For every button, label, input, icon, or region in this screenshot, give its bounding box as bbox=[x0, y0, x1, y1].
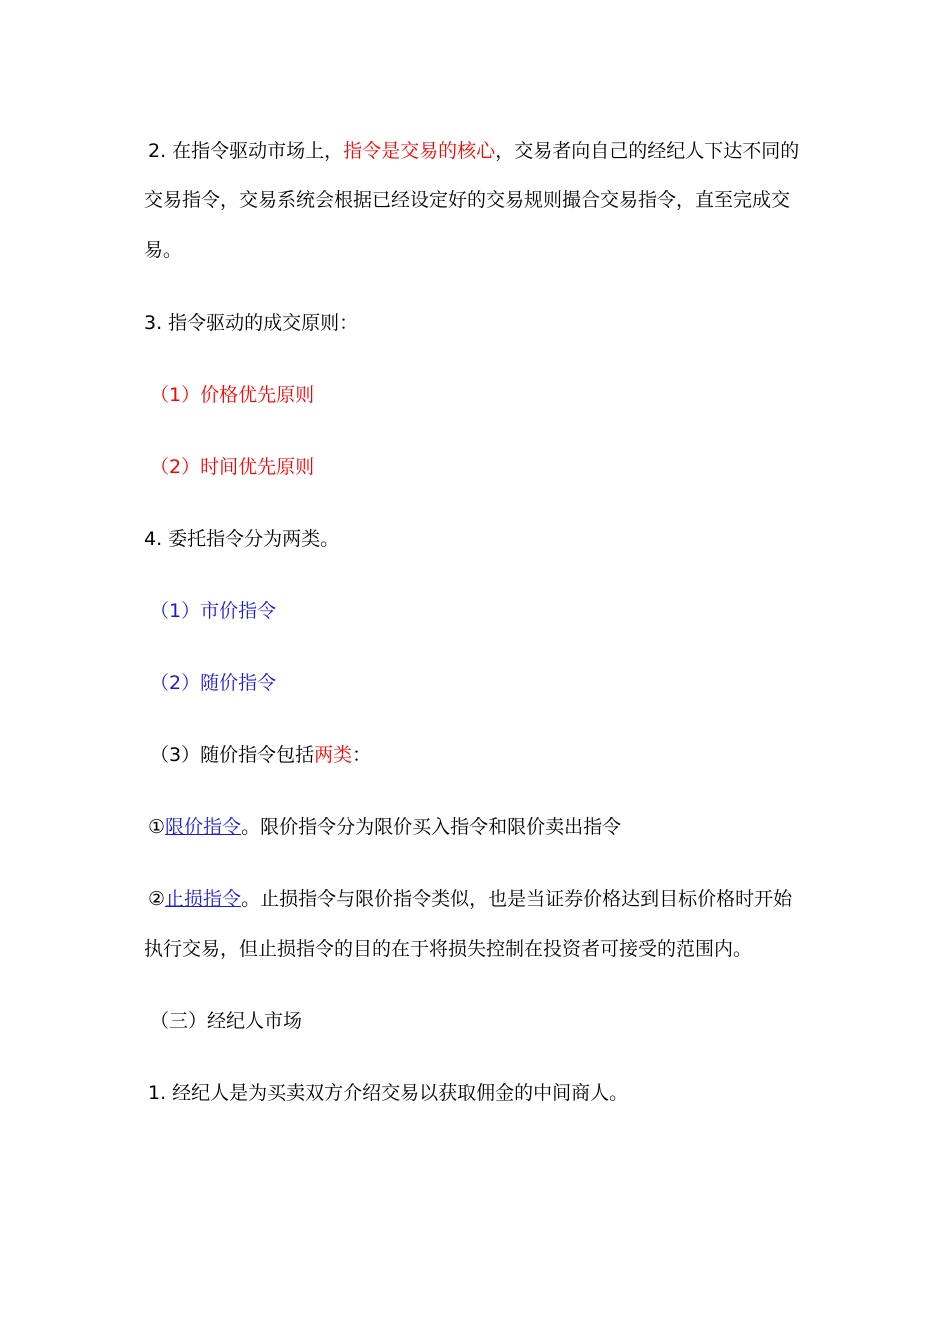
principle-price-priority: （1）价格优先原则 bbox=[150, 384, 315, 406]
order-types-heading: 4. 委托指令分为两类。 bbox=[144, 528, 340, 550]
stop-order-description: 。止损指令与限价指令类似，也是当证券价格达到目标价格时开始 bbox=[241, 888, 793, 910]
follow-price-includes-text-b: ： bbox=[352, 744, 372, 766]
paragraph-2-text-b: ，交易者向自己的经纪人下达不同的 bbox=[495, 140, 800, 162]
circled-number-2: ② bbox=[148, 888, 166, 910]
paragraph-2-text-a: 2. 在指令驱动市场上， bbox=[148, 140, 344, 162]
order-type-market: （1）市价指令 bbox=[150, 600, 277, 622]
principles-heading: 3. 指令驱动的成交原则： bbox=[144, 312, 359, 334]
principle-time-priority: （2）时间优先原则 bbox=[150, 456, 315, 478]
stop-order-line-1 bbox=[148, 886, 792, 912]
broker-market-heading: （三）经纪人市场 bbox=[150, 1010, 303, 1032]
stop-order-line-2: 执行交易，但止损指令的目的在于将损失控制在投资者可接受的范围内。 bbox=[144, 938, 753, 960]
follow-price-includes bbox=[150, 742, 371, 768]
limit-order-link[interactable]: 限价指令 bbox=[165, 816, 242, 838]
paragraph-2-line-1 bbox=[148, 138, 799, 164]
highlight-two-types: 两类 bbox=[314, 744, 353, 766]
paragraph-2-line-3: 易。 bbox=[144, 239, 183, 261]
paragraph-2-line-2: 交易指令，交易系统会根据已经设定好的交易规则撮合交易指令，直至完成交 bbox=[144, 189, 791, 211]
limit-order-line bbox=[148, 814, 621, 840]
highlight-core-instruction: 指令是交易的核心 bbox=[343, 140, 496, 162]
broker-definition: 1. 经纪人是为买卖双方介绍交易以获取佣金的中间商人。 bbox=[148, 1082, 629, 1104]
limit-order-description: 。限价指令分为限价买入指令和限价卖出指令 bbox=[241, 816, 622, 838]
order-type-follow-price: （2）随价指令 bbox=[150, 672, 277, 694]
stop-order-link[interactable]: 止损指令 bbox=[165, 888, 242, 910]
circled-number-1: ① bbox=[148, 816, 166, 838]
follow-price-includes-text-a: （3）随价指令包括 bbox=[150, 744, 315, 766]
